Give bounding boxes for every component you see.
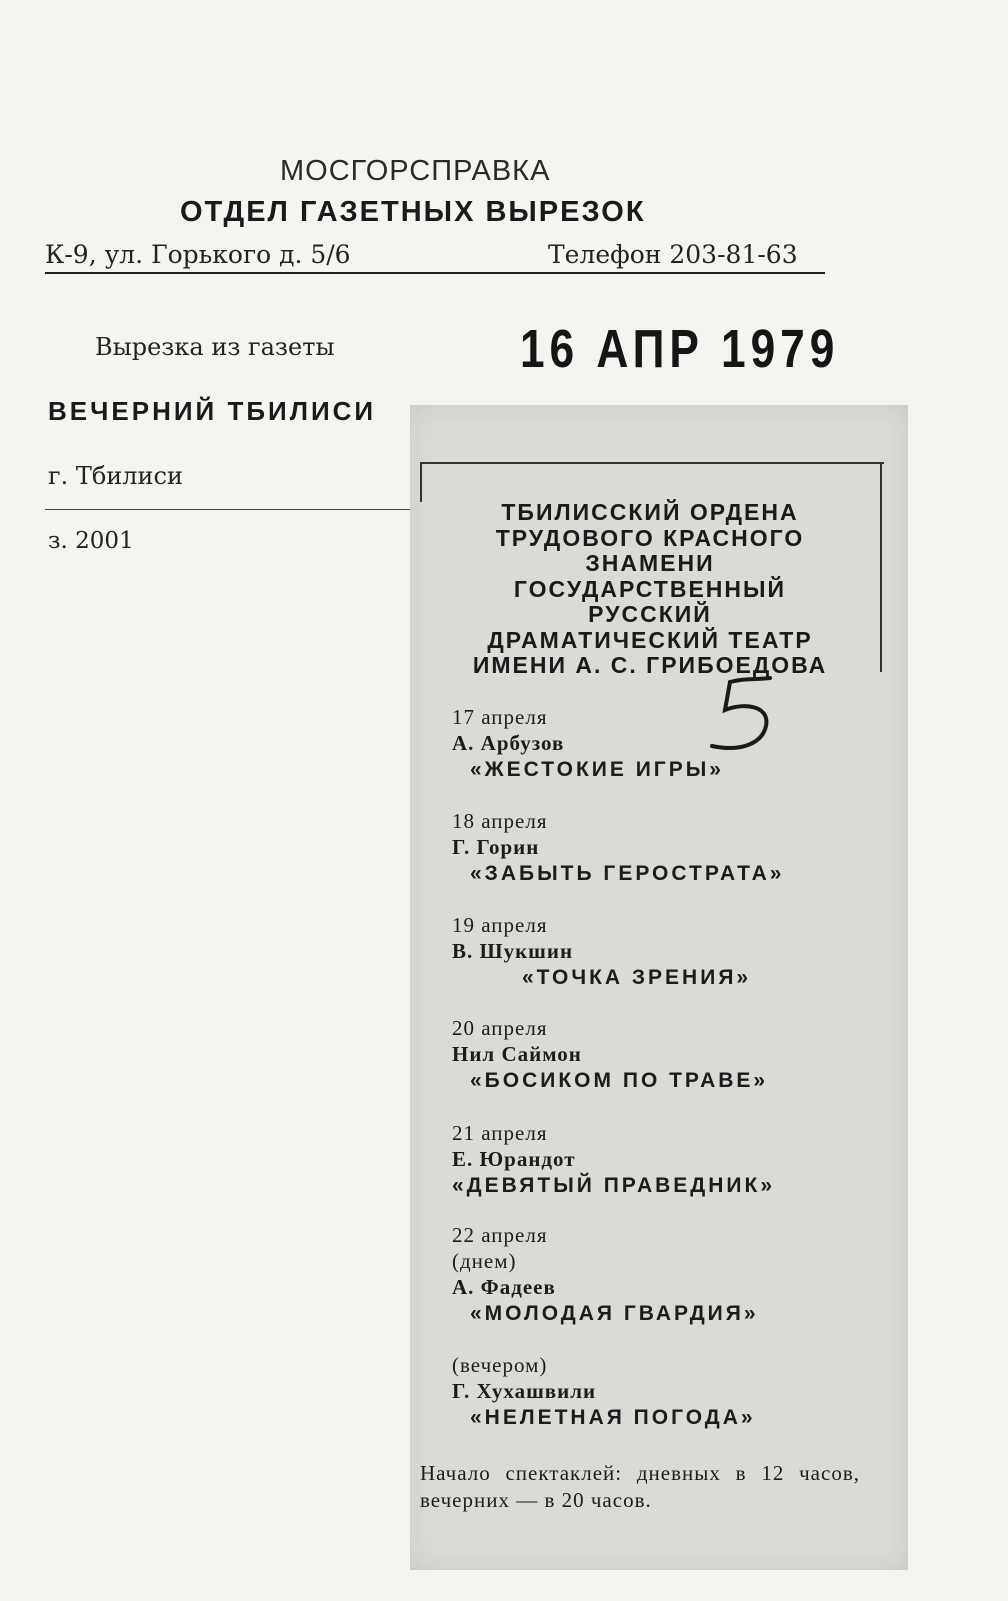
theatre-line: ТБИЛИССКИЙ ОРДЕНА [501, 499, 799, 525]
theatre-line: ИМЕНИ А. С. ГРИБОЕДОВА [472, 652, 828, 678]
performance-times: Начало спектаклей: дневных в 12 часов, вечерних — в 20 часов. [420, 1461, 860, 1512]
show-date: 18 апреля [452, 809, 548, 833]
department-name: ОТДЕЛ ГАЗЕТНЫХ ВЫРЕЗОК [180, 196, 646, 228]
date-stamp: 16 АПР 1979 [520, 319, 840, 379]
theatre-name [430, 500, 870, 679]
theatre-line: РУССКИЙ [588, 601, 712, 627]
theatre-line: ГОСУДАРСТВЕННЫЙ [513, 575, 787, 602]
show-item [452, 1352, 852, 1432]
show-author: А. Фадеев [452, 1275, 556, 1299]
show-title: «ЖЕСТОКИЕ ИГРЫ» [470, 758, 724, 781]
show-item [452, 1015, 852, 1095]
show-title: «БОСИКОМ ПО ТРАВЕ» [470, 1069, 769, 1092]
show-date: 17 апреля [452, 705, 548, 729]
city-divider [45, 509, 413, 510]
show-note: (вечером) [452, 1353, 548, 1377]
show-title: «ТОЧКА ЗРЕНИЯ» [522, 966, 752, 989]
org-phone: Телефон 203-81-63 [548, 240, 798, 269]
show-note: (днем) [452, 1249, 517, 1273]
show-item [452, 808, 852, 888]
theatre-line: ДРАМАТИЧЕСКИЙ ТЕАТР [487, 626, 813, 653]
show-author: Г. Горин [452, 835, 540, 859]
newspaper-name: ВЕЧЕРНИЙ ТБИЛИСИ [48, 396, 377, 426]
show-author: Г. Хухашвили [452, 1379, 597, 1403]
show-item [452, 704, 852, 784]
show-title: «НЕЛЕТНАЯ ПОГОДА» [470, 1406, 756, 1429]
clipping-frame-top [422, 462, 884, 464]
show-date: 22 апреля [452, 1223, 548, 1247]
theatre-line: ТРУДОВОГО КРАСНОГО [495, 524, 805, 551]
show-item [452, 1222, 852, 1328]
show-item [452, 1120, 852, 1200]
clipping-frame-left [420, 462, 422, 502]
show-date: 21 апреля [452, 1121, 548, 1145]
show-date: 20 апреля [452, 1016, 548, 1040]
clipping-frame-right [880, 462, 882, 672]
show-author: Нил Саймон [452, 1042, 582, 1066]
theatre-line: ЗНАМЕНИ [585, 550, 715, 576]
show-author: В. Шукшин [452, 939, 574, 963]
show-author: Е. Юрандот [452, 1147, 576, 1171]
show-date: 19 апреля [452, 913, 548, 937]
show-title: «ДЕВЯТЫЙ ПРАВЕДНИК» [452, 1174, 776, 1197]
show-item [452, 912, 852, 992]
org-name: МОСГОРСПРАВКА [280, 155, 551, 187]
show-title: «ЗАБЫТЬ ГЕРОСТРАТА» [470, 862, 785, 885]
newspaper-city: г. Тбилиси [48, 462, 183, 490]
org-address: К-9, ул. Горького д. 5/6 [45, 240, 351, 269]
header-divider [45, 272, 825, 274]
order-number: з. 2001 [48, 528, 134, 554]
show-author: А. Арбузов [452, 731, 565, 755]
source-label: Вырезка из газеты [95, 333, 335, 361]
show-title: «МОЛОДАЯ ГВАРДИЯ» [470, 1302, 759, 1325]
